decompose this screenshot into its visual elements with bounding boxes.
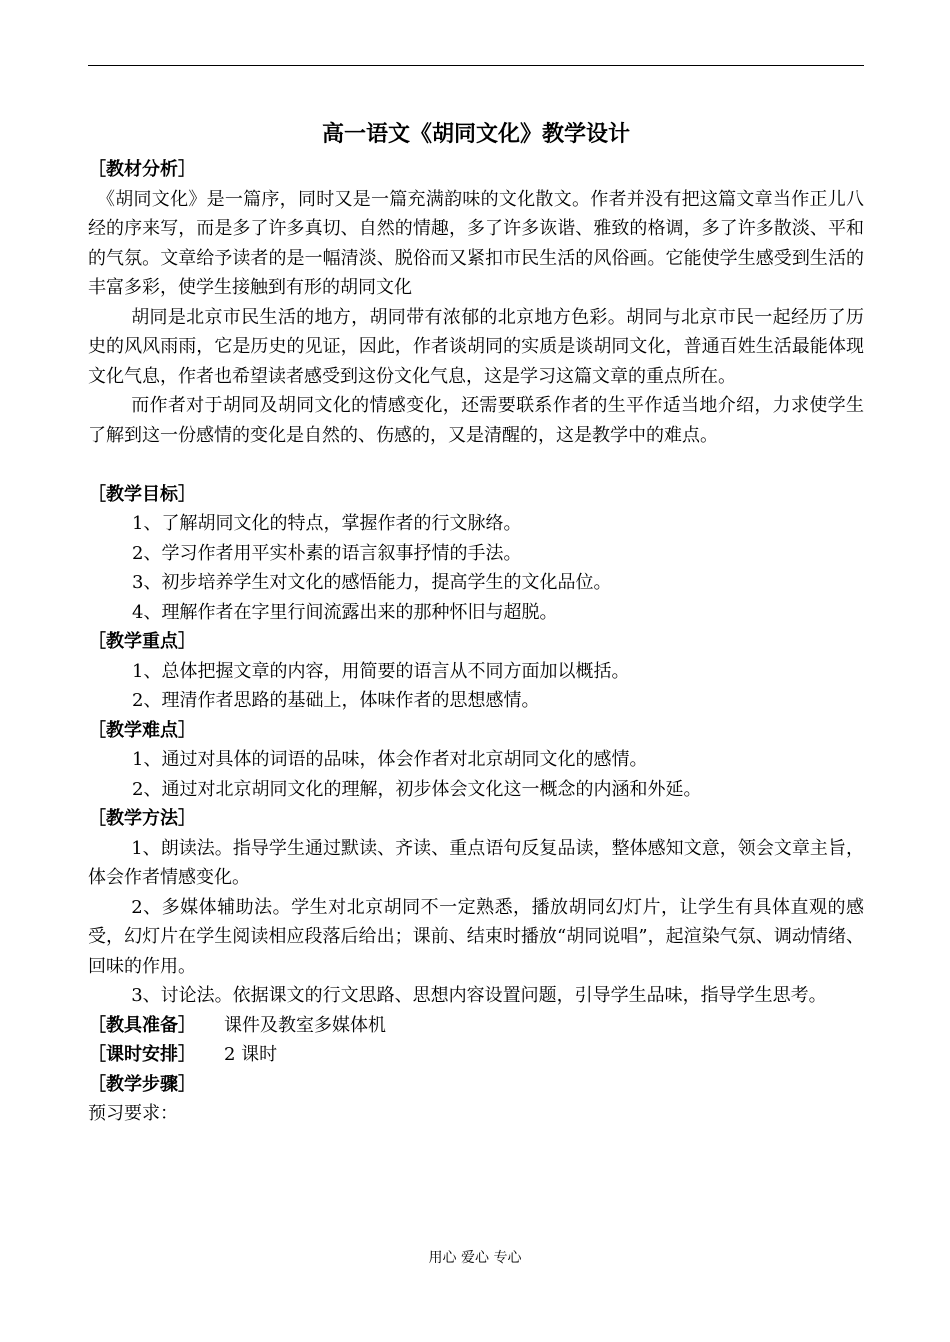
goal-item: 1、了解胡同文化的特点，掌握作者的行文脉络。 <box>132 513 522 534</box>
section-heading-key-points: ［教学重点］ <box>88 631 196 652</box>
goal-item: 2、学习作者用平实朴素的语言叙事抒情的手法。 <box>132 542 522 564</box>
schedule-row <box>88 1040 864 1070</box>
method-item: 1、朗读法。指导学生通过默读、齐读、重点语句反复品读，整体感知文意，领会文章主旨，体会作者情感变化。 <box>88 837 864 888</box>
section-heading-analysis: ［教材分析］ <box>88 159 196 180</box>
goal-item: 3、初步培养学生对文化的感悟能力，提高学生的文化品位。 <box>132 572 612 593</box>
method-item: 2、多媒体辅助法。学生对北京胡同不一定熟悉，播放胡同幻灯片，让学生有具体直观的感受，幻灯片在学生阅读相应段落后给出；课前、结束时播放“胡同说唱”，起渲染气氛、调动情绪、回味的作用。 <box>88 896 864 977</box>
section-heading-tools: ［教具准备］ <box>88 1014 196 1036</box>
section-heading-difficulties: ［教学难点］ <box>88 719 196 741</box>
analysis-paragraph-3: 而作者对于胡同及胡同文化的情感变化，还需要联系作者的生平作适当地介绍，力求使学生了解到这一份感情的变化是自然的、伤感的，又是清醒的，这是教学中的难点。 <box>88 395 864 446</box>
document-page <box>88 115 864 1129</box>
difficulty-item: 1、通过对具体的词语的品味，体会作者对北京胡同文化的感情。 <box>132 749 648 770</box>
page-footer: 用心 爱心 专心 <box>428 1250 522 1266</box>
tools-value: 课件及教室多媒体机 <box>224 1014 386 1036</box>
difficulty-item: 2、通过对北京胡同文化的理解，初步体会文化这一概念的内涵和外延。 <box>132 778 702 800</box>
section-heading-steps: ［教学步骤］ <box>88 1073 196 1095</box>
tools-row <box>88 1011 864 1041</box>
section-heading-methods: ［教学方法］ <box>88 808 196 829</box>
key-point-item: 2、理清作者思路的基础上，体味作者的思想感情。 <box>132 690 540 711</box>
section-heading-schedule: ［课时安排］ <box>88 1044 196 1065</box>
schedule-value: 2 课时 <box>224 1044 278 1065</box>
goal-item: 4、理解作者在字里行间流露出来的那种怀旧与超脱。 <box>132 601 558 623</box>
key-point-item: 1、总体把握文章的内容，用简要的语言从不同方面加以概括。 <box>132 660 630 682</box>
header-rule <box>88 65 864 66</box>
preview-label: 预习要求： <box>88 1103 178 1124</box>
analysis-paragraph-2: 胡同是北京市民生活的地方，胡同带有浓郁的北京地方色彩。胡同与北京市民一起经历了历史的风风雨雨，它是历史的见证，因此，作者谈胡同的实质是谈胡同文化，普通百姓生活最能体现文化气息，作者也希望读者感受到这份文化气息，这是学习这篇文章的重点所在。 <box>88 306 864 387</box>
spacer <box>88 450 864 480</box>
document-title: 高一语文《胡同文化》教学设计 <box>321 121 630 147</box>
section-heading-goals: ［教学目标］ <box>88 483 196 505</box>
method-item: 3、讨论法。依据课文的行文思路、思想内容设置问题，引导学生品味，指导学生思考。 <box>131 985 827 1006</box>
analysis-paragraph-1: 《胡同文化》是一篇序，同时又是一篇充满韵味的文化散文。作者并没有把这篇文章当作正儿八经的序来写，而是多了许多真切、自然的情趣，多了许多诙谐、雅致的格调，多了许多散淡、平和的气氛。文章给予读者的是一幅清淡、脱俗而又紧扣市民生活的风俗画。它能使学生感受到生活的丰富多彩，使学生接触到有形的胡同文化 <box>88 188 864 298</box>
